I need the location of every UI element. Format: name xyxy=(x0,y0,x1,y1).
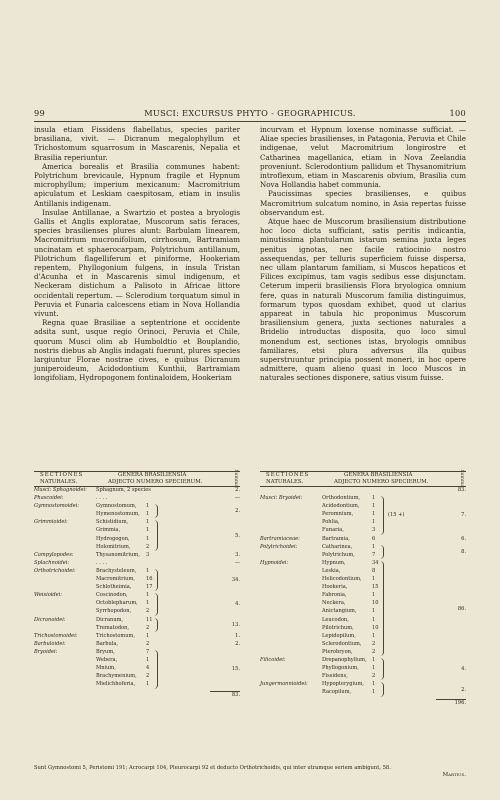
row-section: Campylopodes: xyxy=(34,551,74,558)
row-genus: Trichostomum, xyxy=(96,632,135,639)
table-sum: 196. xyxy=(454,699,466,706)
table-row xyxy=(34,535,240,543)
row-genus: Helicodontium, xyxy=(322,576,362,583)
row-count: 1 xyxy=(146,527,150,534)
row-count: 2 xyxy=(372,640,376,647)
row-genus: Octoblepharum, xyxy=(96,600,138,607)
row-count: 2 xyxy=(372,648,376,655)
row-total: 83. xyxy=(457,487,466,493)
row-count: 1 xyxy=(372,592,376,599)
row-section: Polytrichoidei: xyxy=(260,543,298,550)
row-genus: Lepidopilum, xyxy=(322,632,356,639)
row-count: 7 xyxy=(146,648,150,655)
row-genus: Leskia, xyxy=(322,567,341,574)
table-row xyxy=(34,648,240,656)
row-total: — xyxy=(234,495,240,502)
brace-total: 8. xyxy=(461,548,466,555)
row-total: 3. xyxy=(235,551,240,558)
row-genus: Pohlia, xyxy=(322,519,340,526)
row-count: 17 xyxy=(146,584,153,591)
brace-total: 34. xyxy=(231,577,240,584)
row-genus: Sclerodontium, xyxy=(322,640,362,647)
row-total: — xyxy=(234,559,240,566)
row-genus: Neckera, xyxy=(322,600,346,607)
row-section: Dicranoidei: xyxy=(34,616,66,623)
table-rule xyxy=(34,471,240,472)
row-count: 34 xyxy=(372,559,379,566)
brace-total: 2. xyxy=(235,508,240,515)
table-header xyxy=(34,469,240,488)
table-row xyxy=(34,543,240,551)
brace xyxy=(154,650,158,689)
col-head-genera: GENERA BRASILIENSIA xyxy=(344,472,413,478)
brace-total: 5. xyxy=(235,532,240,539)
footnote: Sunt Gymnostomi 5, Peristomi 191; Acrocarpi 104, Pleurocarpi 92 et deducto Orthotrichoidis, qui inter utramque seriem ambigunt, 58. xyxy=(34,765,391,771)
table-row xyxy=(260,607,466,615)
row-section: Orthotrichoidei: xyxy=(34,567,76,574)
row-section: Bryoidei: xyxy=(34,648,58,655)
running-header xyxy=(34,108,466,122)
row-count: 2 xyxy=(146,543,150,550)
row-genus: Brachymenium, xyxy=(96,673,137,680)
paragraph: America borealis et Brasilia communes habent: Polytrichum brevicaule, Hypnum fragile et Hypnum microphyllum; imperium mexicanum: Macromitrium apiculatum et Leskiam caespitosam, etiam in insulis Antillanis indigenam. xyxy=(34,161,240,208)
row-section: Bartramiaceae: xyxy=(260,535,300,542)
row-count: 1 xyxy=(372,608,376,615)
paragraph: Atque haec de Muscorum brasiliensium distributione hoc loco dicta sufficiant, satis peritis indicantia, minutissima plantularum istarum semina juxta leges penitus ignotas, nec facile ratiocinio nostro assequendas, per telluris superficiem fuisse dispersa, nec ullam plantarum familiam, si Muscos hepaticos et Filices excipimus, tam vagis sedibus esse disjunctam. Ceterum imperii brasiliensis Flora bryologica omnium fere, quas in naturali Muscorum familia distinguimus, formarum typos quosdam exhibet, quod ut clarius appareat in tabula hic proponimus Muscorum brasiliensium genera, juxta sectiones naturales a Bridelio introductas disposita, quo loco simul monendum est, sectiones istas, bryologis omnibus familiares, etsi plura adversus illa quibus superstruuntur principia possent moneri, in hoc opere admittere, quam alieno quasi in loco Muscos in naturales sectiones disponere, satius visum fuisse. xyxy=(260,217,466,383)
header-rule xyxy=(34,121,466,122)
row-count: 1 xyxy=(146,519,150,526)
table-row xyxy=(260,591,466,599)
col-head-sectiones: SECTIONES xyxy=(40,472,84,478)
row-genus: Macromitrium, xyxy=(96,576,135,583)
row-section: Grimmioidei: xyxy=(34,519,68,526)
row-genus: Webera, xyxy=(96,656,118,663)
running-title: MUSCI: EXCURSUS PHYTO - GEOGRAPHICUS. xyxy=(144,108,356,118)
table-row xyxy=(34,591,240,599)
table-row xyxy=(260,510,466,518)
row-genus: . . . . xyxy=(96,559,108,566)
row-genus: Anictangium, xyxy=(322,608,357,615)
row-genus: Leucodon, xyxy=(322,616,349,623)
brace-total: 4. xyxy=(461,666,466,673)
table-row xyxy=(34,664,240,672)
table-row xyxy=(34,583,240,591)
row-total: 6. xyxy=(461,535,466,542)
paragraph: incurvam et Hypnum loxense nominasse sufficiat. — Aliae species brasilienses, in Patagonia, Peruvia et Chile indigenae, velut Macromitrium longirostre et Catharinea magellanica, etiam in Nova Zeelandia proveniunt. Sclerodontium pallidum et Thysanomitrium introflexum, etiam in Mascarenis obvium, Brasilia cum Nova Hollandia habet communia. xyxy=(260,125,466,190)
brace-total: 4. xyxy=(235,601,240,608)
table-row xyxy=(34,575,240,583)
row-count: 1 xyxy=(372,511,376,518)
table-row xyxy=(260,624,466,632)
col-head-naturales: NATURALES. xyxy=(266,478,304,485)
row-count: 1 xyxy=(372,503,376,510)
table-row xyxy=(260,616,466,624)
table-row xyxy=(260,567,466,575)
table-rule xyxy=(260,471,466,472)
row-section: Musci: Sphagnoidei: xyxy=(34,487,87,493)
table-row xyxy=(34,607,240,615)
row-count: 1 xyxy=(146,567,150,574)
col-head-naturales: NATURALES. xyxy=(40,478,78,485)
row-genus: Thysanomitrium, xyxy=(96,551,140,558)
row-genus: Schistidium, xyxy=(96,519,129,526)
table-row xyxy=(260,575,466,583)
table-row xyxy=(260,664,466,672)
row-count: 7 xyxy=(372,551,376,558)
table-row xyxy=(260,583,466,591)
row-genus: Hypnum, xyxy=(322,559,346,566)
signature: Martius. xyxy=(442,772,466,778)
table-row xyxy=(260,599,466,607)
row-count: 1 xyxy=(372,543,376,550)
table-row xyxy=(34,632,240,640)
row-count: 2 xyxy=(146,640,150,647)
row-genus: Hydrogogon, xyxy=(96,535,130,542)
row-genus: Mielichhoferia, xyxy=(96,681,136,688)
row-genus: Polytrichum, xyxy=(322,551,355,558)
row-section: Jungermannioidei: xyxy=(260,681,308,688)
table-row xyxy=(260,494,466,502)
row-genus: Syrrhopodon, xyxy=(96,608,132,615)
row-count: 10 xyxy=(372,600,379,607)
table-row xyxy=(34,672,240,680)
paragraph: Insulae Antillanae, a Swartzio et postea a bryologis Gallis et Anglis exploratae, Muscorum satis feraces, species brasilienses plures alunt: Barbulam linearem, Macromitrium mucronifolium, cirrhosum, Bartramiam uncinatam et sphaerocarpam, Polytrichum antillanum, Pilotrichum flagelliferum et piniforme, Hookeriam repentem, Phyllogonium fulgens, in insula Tristan d'Acunha et in Mascarenis simul indigenum, et Neckeram distichum a Palisoto in Africae littore occidentali repertum. — Sclerodium torquatum simul in Peruvia et Funaria calcescens etiam in Nova Hollandia vivunt. xyxy=(34,207,240,319)
table-row xyxy=(260,486,466,494)
row-count: 1 xyxy=(372,665,376,672)
page-number-left: 99 xyxy=(34,108,46,118)
table-row xyxy=(260,559,466,567)
table-row xyxy=(260,648,466,656)
row-count: 1 xyxy=(146,535,150,542)
row-section: Hypnoidei: xyxy=(260,559,289,566)
genera-table-right xyxy=(260,469,466,706)
table-header xyxy=(260,469,466,488)
table-row xyxy=(260,688,466,696)
row-genus: Grimmia, xyxy=(96,527,121,534)
row-total: 2. xyxy=(235,640,240,647)
row-genus: Holomitrium, xyxy=(96,543,131,550)
row-genus: Bartramia, xyxy=(322,535,350,542)
table-row xyxy=(34,494,240,502)
row-count: 6 xyxy=(372,535,376,542)
row-total: 2. xyxy=(235,487,240,493)
row-count: 11 xyxy=(146,616,153,623)
row-count: 1 xyxy=(146,592,150,599)
row-section: Trichostomoidei: xyxy=(34,632,78,639)
table-row xyxy=(34,510,240,518)
row-genus: . . . . xyxy=(96,495,108,502)
brace-total: 15. xyxy=(231,666,240,673)
col-head-summa: Summa xyxy=(459,469,465,488)
table-row xyxy=(260,640,466,648)
table-row xyxy=(34,680,240,688)
col-head-adjecto: ADJECTO NUMERO SPECIERUM. xyxy=(108,478,203,485)
brace xyxy=(380,496,384,535)
table-row xyxy=(34,567,240,575)
row-count: 3 xyxy=(146,551,150,558)
genera-table-left xyxy=(34,469,240,698)
paragraph: insula etiam Fissidens flabellatus, species pariter brasiliana, vivit. — Dicranum megalophyllum et Trichostomum squarrosum in Mascarenis, Nepalia et Brasilia reperiuntur. xyxy=(34,125,240,162)
table-row xyxy=(260,680,466,688)
row-section: Gymnostomoidei: xyxy=(34,503,79,510)
row-genus: Fabronia, xyxy=(322,592,347,599)
row-section: Weisioidei: xyxy=(34,592,63,599)
table-row xyxy=(34,486,240,494)
table-sum: 83. xyxy=(231,691,240,698)
paragraph: Paucissimas species brasilienses, e quibus Macromitrium sulcatum nomino, in Asia repertas fuisse observandum est. xyxy=(260,189,466,217)
table-row xyxy=(260,632,466,640)
brace-total: 7. xyxy=(461,512,466,519)
row-count: 1 xyxy=(146,656,150,663)
row-count: 2 xyxy=(372,673,376,680)
brace xyxy=(380,682,384,696)
table-row xyxy=(34,656,240,664)
brace-total: 86. xyxy=(457,605,466,612)
row-count: 1 xyxy=(372,519,376,526)
row-count: 2 xyxy=(146,673,150,680)
row-count: 2 xyxy=(146,624,150,631)
table-row xyxy=(34,551,240,559)
row-genus: Peromnium, xyxy=(322,511,354,518)
table-row xyxy=(260,502,466,510)
brace-total: 13. xyxy=(231,621,240,628)
row-section: Musci: Bryoidei: xyxy=(260,495,303,502)
row-genus: Fissidens, xyxy=(322,673,348,680)
brace xyxy=(154,520,158,550)
row-count: 1 xyxy=(372,681,376,688)
col-head-genera: GENERA BRASILIENSIA xyxy=(118,472,187,478)
left-column xyxy=(34,125,240,383)
row-count: 1 xyxy=(146,503,150,510)
row-genus: Pilotrichum, xyxy=(322,624,354,631)
table-row xyxy=(260,672,466,680)
row-count: 1 xyxy=(146,681,150,688)
row-genus: Gymnostomum, xyxy=(96,503,137,510)
table-row xyxy=(34,640,240,648)
table-row xyxy=(34,518,240,526)
col-head-adjecto: ADJECTO NUMERO SPECIERUM. xyxy=(334,478,429,485)
row-genus: Hymenostomum, xyxy=(96,511,140,518)
row-count: 1 xyxy=(372,656,376,663)
table-row xyxy=(260,543,466,551)
row-count: 1 xyxy=(146,632,150,639)
row-genus: Trematodon, xyxy=(96,624,130,631)
row-count: 1 xyxy=(372,576,376,583)
table-row xyxy=(34,616,240,624)
brace-note: (15 +) xyxy=(388,512,405,519)
book-page xyxy=(34,108,466,778)
table-row xyxy=(260,526,466,534)
row-count: 1 xyxy=(146,511,150,518)
table-row xyxy=(34,526,240,534)
row-count: 2 xyxy=(146,608,150,615)
row-count: 1 xyxy=(146,600,150,607)
brace-total: 2. xyxy=(461,686,466,693)
row-count: 1 xyxy=(372,689,376,696)
row-genus: Hypopterygium, xyxy=(322,681,364,688)
row-count: 4 xyxy=(146,665,150,672)
row-section: Barbuloidei: xyxy=(34,640,66,647)
row-genus: Brachysteleum, xyxy=(96,567,137,574)
right-column xyxy=(260,125,466,383)
brace xyxy=(380,545,384,559)
row-genus: Catharinea, xyxy=(322,543,353,550)
row-count: 3 xyxy=(372,527,376,534)
row-genus: Pterobryon, xyxy=(322,648,353,655)
row-genus: Bryum, xyxy=(96,648,115,655)
brace xyxy=(154,569,158,591)
row-count: 1 xyxy=(372,632,376,639)
row-genus: Phyllogonium, xyxy=(322,665,359,672)
row-count: 1 xyxy=(372,495,376,502)
brace xyxy=(380,561,384,656)
table-row xyxy=(260,518,466,526)
paragraph: Regna quae Brasiliae a septentrione et occidente adsita sunt, usque regio Orinoci, Peruvia et Chile, quorum Musci olim ab Humboldtio et Bouplandio, nostris diebus ab Anglis indagati fuerunt, plures species largiuntur Florae nostrae cives, e quibus Dicranum juniperoideum, Acidodontium Kunthii, Bartramiam longifoliam, Hydropogonem fontinaloidem, Hookeriam xyxy=(34,318,240,383)
row-genus: Orthodontium, xyxy=(322,495,361,502)
brace xyxy=(154,593,158,615)
row-count: 1 xyxy=(372,616,376,623)
brace xyxy=(154,618,158,632)
col-head-summa: Summa xyxy=(233,469,239,488)
table-row xyxy=(34,559,240,567)
table-row xyxy=(260,551,466,559)
row-total: 1. xyxy=(235,632,240,639)
row-section: Phascoidei: xyxy=(34,495,64,502)
row-count: 15 xyxy=(372,584,379,591)
row-genus: Schlotheimia, xyxy=(96,584,132,591)
col-head-sectiones: SECTIONES xyxy=(266,472,310,478)
table-row xyxy=(260,535,466,543)
row-section: Filicoidei: xyxy=(260,656,286,663)
row-genus: Sphagnum, 2 species xyxy=(96,487,151,493)
table-row xyxy=(34,624,240,632)
row-genus: Acidodontium, xyxy=(322,503,360,510)
row-count: 10 xyxy=(372,624,379,631)
row-genus: Funaria, xyxy=(322,527,344,534)
row-genus: Racopilum, xyxy=(322,689,352,696)
row-genus: Mnium, xyxy=(96,665,116,672)
row-genus: Coscinodon, xyxy=(96,592,128,599)
row-genus: Barbula, xyxy=(96,640,119,647)
table-row xyxy=(34,599,240,607)
table-row xyxy=(260,656,466,664)
row-genus: Hookeria, xyxy=(322,584,348,591)
row-genus: Drepanophyllum, xyxy=(322,656,367,663)
table-row xyxy=(34,502,240,510)
row-count: 16 xyxy=(146,576,153,583)
row-count: 8 xyxy=(372,567,376,574)
row-genus: Dicranum, xyxy=(96,616,124,623)
brace xyxy=(380,658,384,680)
page-number-right: 100 xyxy=(449,108,466,118)
row-section: Splachnoidei: xyxy=(34,559,70,566)
